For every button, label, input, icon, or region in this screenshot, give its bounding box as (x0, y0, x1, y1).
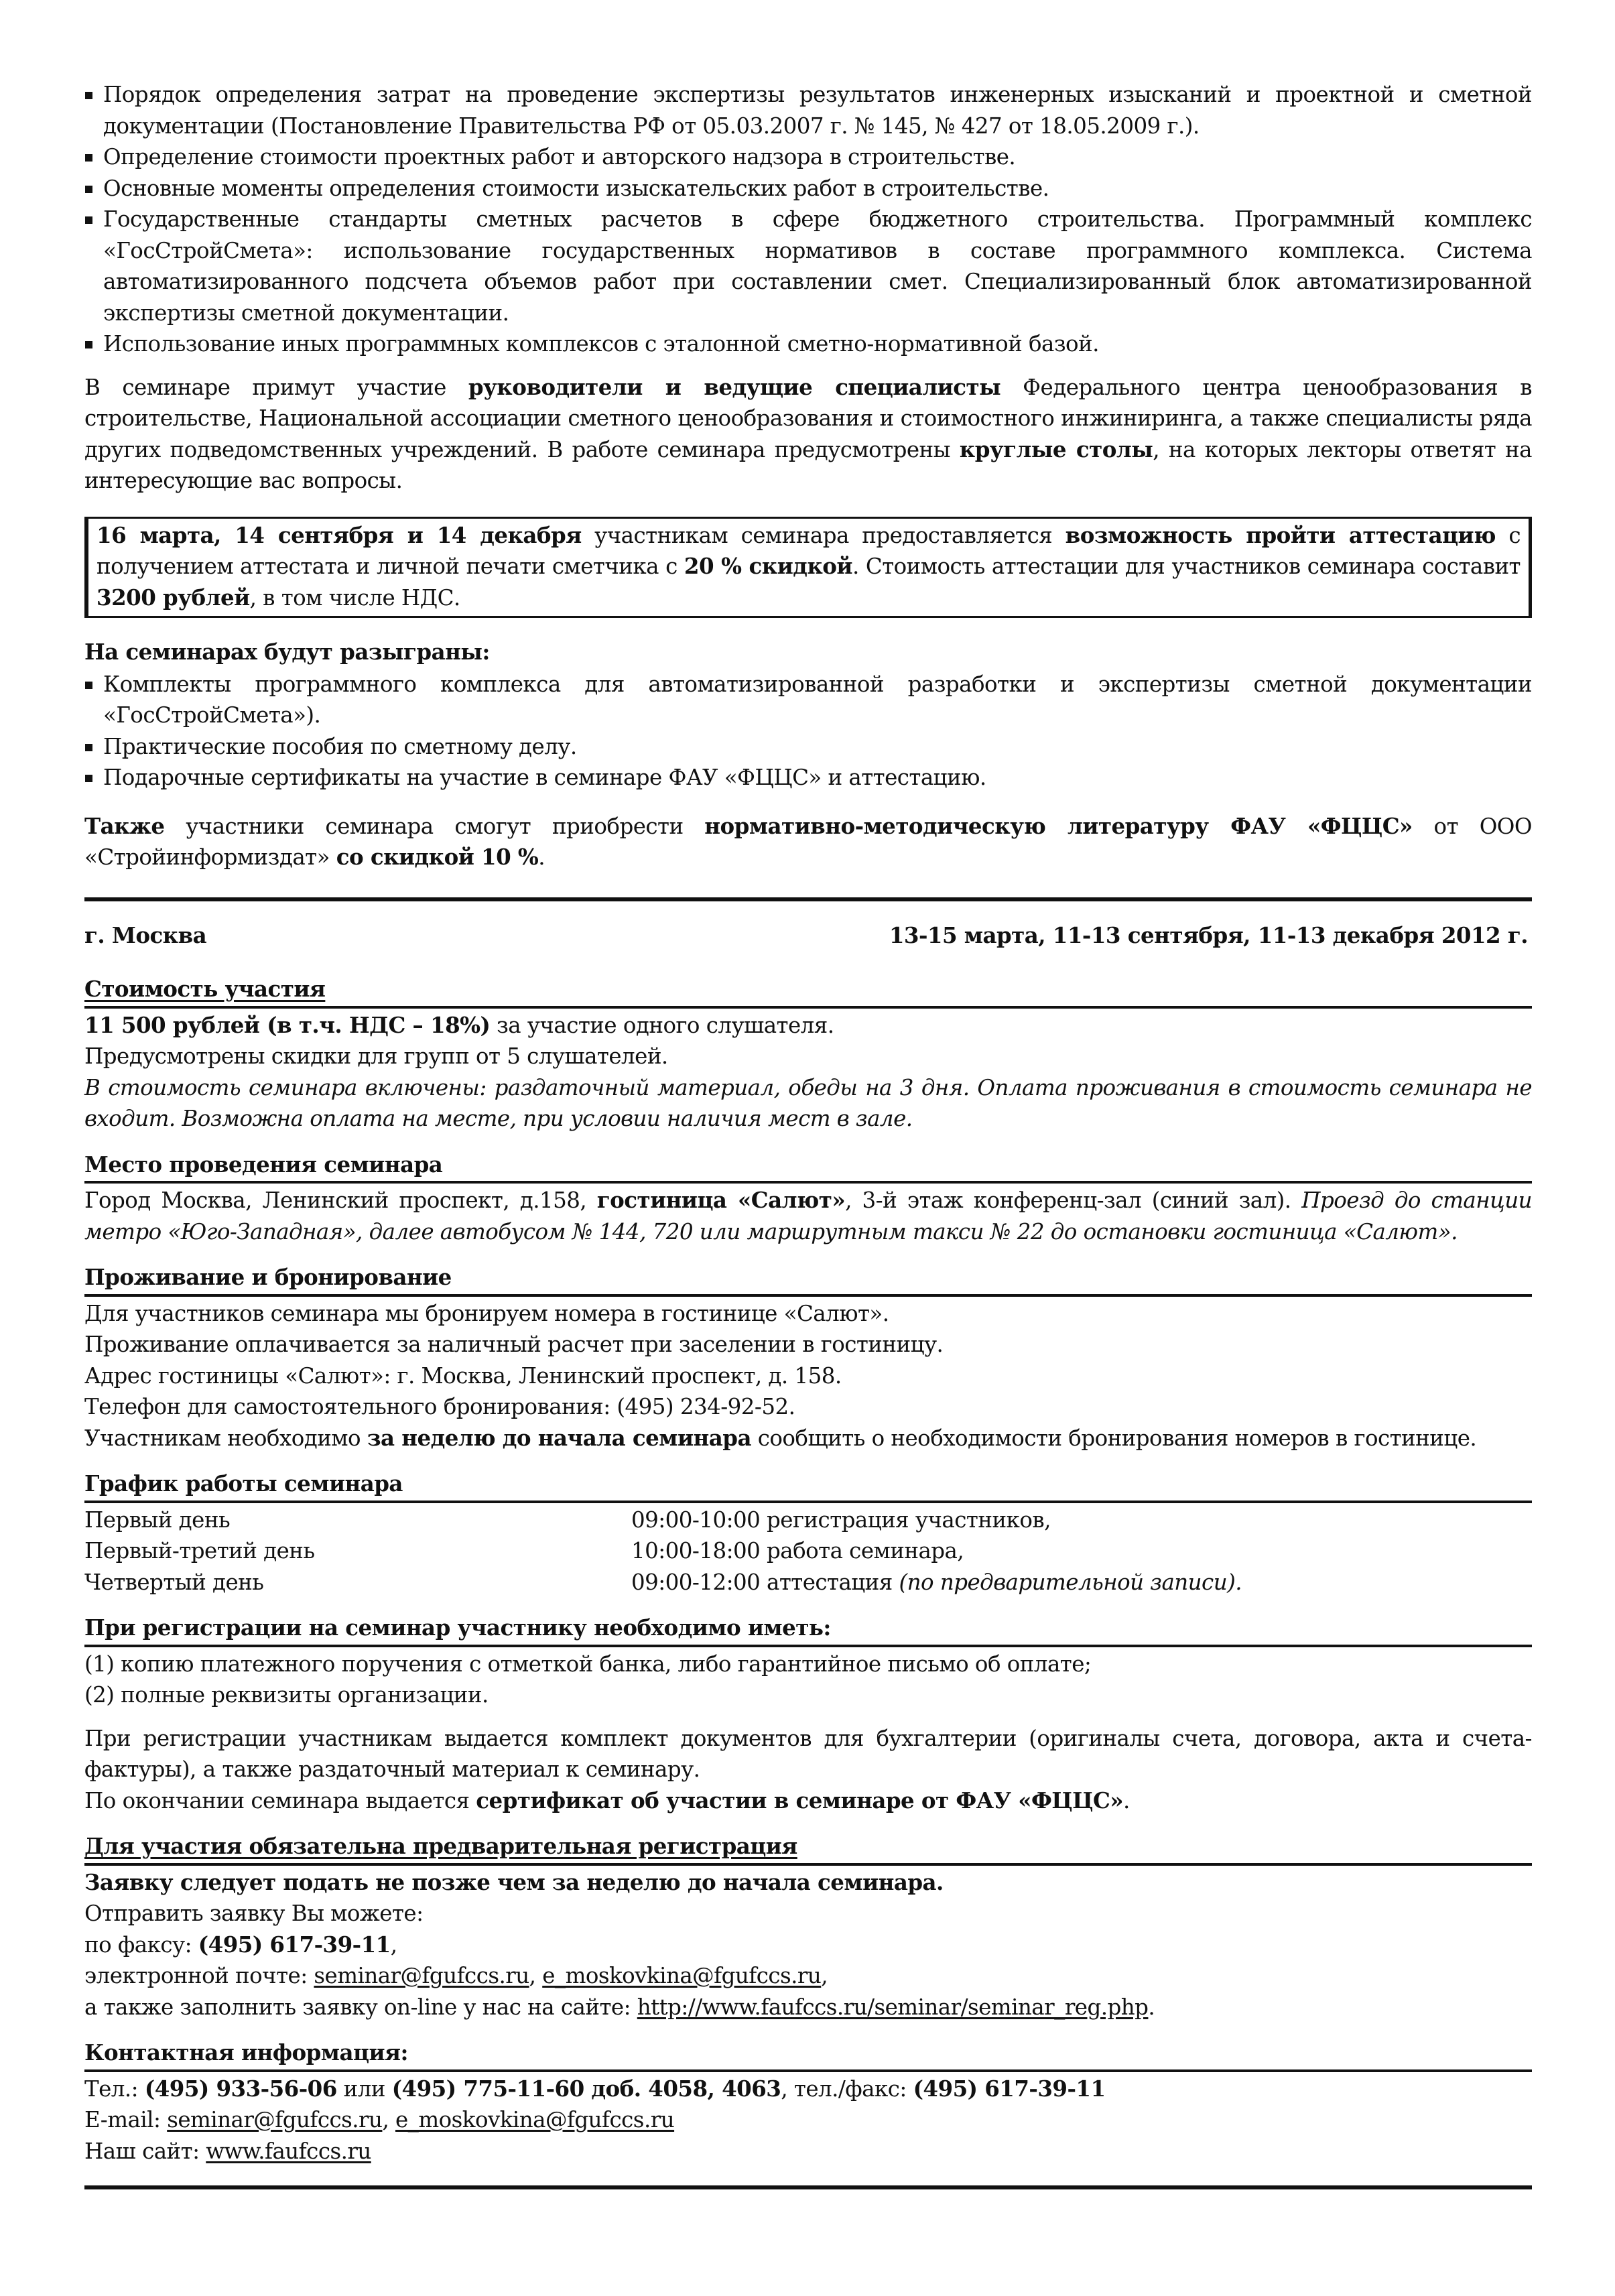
lodging-line: Участникам необходимо за неделю до начала семинара сообщить о необходимости бронирования номеров в гостинице. (84, 1424, 1477, 1451)
event-city: г. Москва (84, 921, 207, 948)
registration-url-link[interactable]: http://www.faufccs.ru/seminar/seminar_reg.php (637, 1994, 1149, 2020)
lodging-line: Адрес гостиницы «Салют»: г. Москва, Ленинский проспект, д. 158. (84, 1362, 842, 1389)
schedule-time: 10:00-18:00 работа семинара, (631, 1538, 964, 1564)
venue-title: Место проведения семинара (84, 1151, 443, 1177)
topic-item: Государственные стандарты сметных расчетов в сфере бюджетного строительства. Программный комплекс «ГосСтройСмета»: использование государственных нормативов в составе программного комплекса. Система автоматизированного подсчета объемов работ при составлении смет. Специализированный блок автоматизированной экспертизы сметной документации. (84, 204, 1532, 328)
lodging-line: Проживание оплачивается за наличный расчет при заселении в гостиницу. (84, 1332, 944, 1357)
email-link-seminar[interactable]: seminar@fgufccs.ru (167, 2107, 383, 2132)
registration-docs-section (84, 1647, 1532, 1817)
topic-item: Порядок определения затрат на проведение экспертизы результатов инженерных изысканий и проектной и сметной документации (Постановление Правительства РФ от 05.03.2007 г. № 145, № 427 от 18.05.2009 г.). (84, 79, 1532, 141)
prereg-section (84, 1866, 1532, 2023)
registration-docs-title: При регистрации на семинар участнику необходимо иметь: (84, 1614, 831, 1641)
discount-line: Предусмотрены скидки для групп от 5 слушателей. (84, 1043, 668, 1069)
schedule-title: График работы семинара (84, 1470, 403, 1496)
site-link[interactable]: www.faufccs.ru (206, 2138, 371, 2164)
site-line: Наш сайт: www.faufccs.ru (84, 2138, 371, 2164)
prize-item: Подарочные сертификаты на участие в семинаре ФАУ «ФЦЦС» и аттестацию. (84, 762, 1532, 793)
certificate-line: По окончании семинара выдается сертификат об участии в семинаре от ФАУ «ФЦЦС». (84, 1787, 1130, 1813)
prize-item: Практические пособия по сметному делу. (84, 731, 1532, 763)
participants-paragraph: В семинаре примут участие руководители и ведущие специалисты Федерального центра ценообразования в строительстве, Национальной ассоциации сметного ценообразования и стоимостного инжиниринга, а также специалисты ряда других подведомственных учреждений. В работе семинара предусмотрены круглые столы, на которых лекторы ответят на интересующие вас вопросы. (84, 373, 1532, 493)
online-line: а также заполнить заявку on-line у нас на сайте: http://www.faufccs.ru/seminar/seminar_reg.php. (84, 1994, 1155, 2020)
fax-line: по факсу: (495) 617-39-11, (84, 1931, 397, 1958)
contacts-title: Контактная информация: (84, 2039, 408, 2065)
fax-number: (495) 617-39-11 (198, 1931, 391, 1958)
schedule-time: 09:00-12:00 аттестация (по предварительной записи). (631, 1569, 1242, 1595)
included-line: В стоимость семинара включены: раздаточный материал, обеды на 3 дня. Оплата проживания в стоимость семинара не входит. Возможна оплата на месте, при условии наличия мест в зале. (84, 1074, 1532, 1131)
requirement-line: (2) полные реквизиты организации. (84, 1682, 489, 1708)
email-link-moskovkina[interactable]: e_moskovkina@fgufccs.ru (542, 1963, 822, 1988)
venue-section (84, 1184, 1532, 1247)
literature-paragraph: Также участники семинара смогут приобрести нормативно-методическую литературу ФАУ «ФЦЦС» от ООО «Стройинформиздат» со скидкой 10 %. (84, 812, 1532, 870)
prizes-title: На семинарах будут разыграны: (84, 639, 490, 665)
venue-paragraph: Город Москва, Ленинский проспект, д.158, гостиница «Салют», 3-й этаж конференц-зал (синий зал). Проезд до станции метро «Юго-Западная», далее автобусом № 144, 720 или маршрутным такси № 22 до остановки гостиница «Салют». (84, 1187, 1532, 1245)
prereg-title: Для участия обязательна предварительная регистрация (84, 1833, 797, 1859)
documents-paragraph: При регистрации участникам выдается комплект документов для бухгалтерии (оригиналы счета, договора, акта и счета-фактуры), а также раздаточный материал к семинару. (84, 1725, 1532, 1782)
document-content (84, 79, 1532, 2189)
lodging-title: Проживание и бронирование (84, 1264, 452, 1290)
prizes-list (84, 669, 1532, 793)
schedule-table (84, 1503, 1532, 1598)
requirement-line: (1) копию платежного поручения с отметкой банка, либо гарантийное письмо об оплате; (84, 1651, 1092, 1677)
lodging-line: Для участников семинара мы бронируем номера в гостинице «Салют». (84, 1300, 889, 1326)
schedule-day: Первый-третий день (84, 1538, 315, 1564)
phone-line: Тел.: (495) 933-56-06 или (495) 775-11-60 доб. 4058, 4063, тел./факс: (495) 617-39-11 (84, 2075, 1106, 2102)
schedule-day: Первый день (84, 1507, 231, 1533)
contacts-section (84, 2072, 1532, 2167)
prize-item: Комплекты программного комплекса для автоматизированной разработки и экспертизы сметной документации «ГосСтройСмета»). (84, 669, 1532, 731)
topics-list (84, 79, 1532, 360)
cost-title: Стоимость участия (84, 976, 326, 1002)
event-header (84, 920, 1532, 952)
lodging-section (84, 1297, 1532, 1454)
lodging-line: Телефон для самостоятельного бронирования: (495) 234-92-52. (84, 1394, 795, 1419)
section-divider (84, 897, 1532, 901)
topic-item: Использование иных программных комплексов с эталонной сметно-нормативной базой. (84, 328, 1532, 360)
email-link-moskovkina[interactable]: e_moskovkina@fgufccs.ru (395, 2107, 675, 2132)
send-line: Отправить заявку Вы можете: (84, 1901, 424, 1926)
bottom-divider (84, 2185, 1532, 2189)
attestation-box (84, 517, 1532, 619)
price-line: 11 500 рублей (в т.ч. НДС – 18%) за участие одного слушателя. (84, 1011, 834, 1038)
topic-item: Основные моменты определения стоимости изыскательских работ в строительстве. (84, 173, 1532, 204)
topic-item: Определение стоимости проектных работ и авторского надзора в строительстве. (84, 141, 1532, 173)
email-line: электронной почте: seminar@fgufccs.ru, e_moskovkina@fgufccs.ru, (84, 1963, 828, 1988)
email-line: E-mail: seminar@fgufccs.ru, e_moskovkina@fgufccs.ru (84, 2107, 675, 2132)
deadline-line: Заявку следует подать не позже чем за неделю до начала семинара. (84, 1868, 944, 1895)
attestation-paragraph: 16 марта, 14 сентября и 14 декабря участникам семинара предоставляется возможность пройти аттестацию с получением аттестата и личной печати сметчика с 20 % скидкой. Стоимость аттестации для участников семинара составит 3200 рублей, в том числе НДС. (96, 521, 1521, 611)
event-dates: 13-15 марта, 11-13 сентября, 11-13 декабря 2012 г. (889, 921, 1528, 948)
email-link-seminar[interactable]: seminar@fgufccs.ru (314, 1963, 529, 1988)
schedule-time: 09:00-10:00 регистрация участников, (631, 1507, 1051, 1533)
cost-section (84, 1009, 1532, 1135)
schedule-day: Четвертый день (84, 1569, 264, 1595)
